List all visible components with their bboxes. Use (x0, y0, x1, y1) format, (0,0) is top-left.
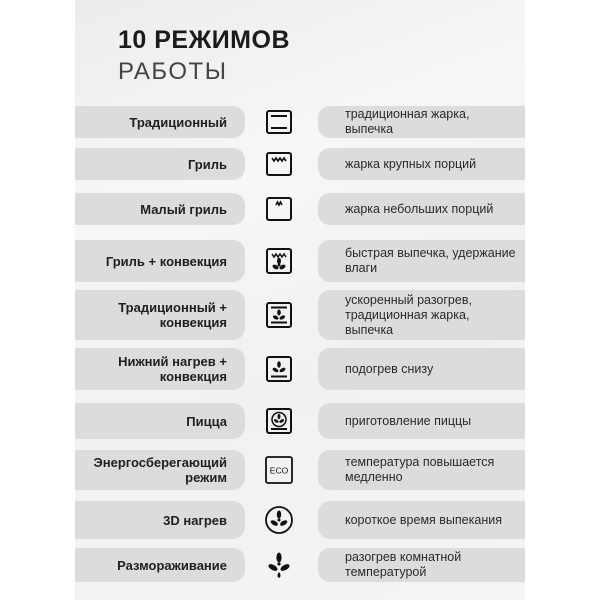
small-grill-icon (264, 194, 294, 224)
mode-row-grill (0, 148, 600, 180)
defrost-icon (264, 550, 294, 580)
mode-name: Традиционный (75, 106, 245, 138)
3d-heat-icon (264, 505, 294, 535)
eco-label: ECO (269, 465, 289, 476)
grill-icon (264, 149, 294, 179)
mode-description: ускоренный разогрев, традиционная жарка, выпечка (318, 290, 525, 340)
mode-name: Пицца (75, 403, 245, 439)
eco-icon (264, 455, 294, 485)
traditional-convection-icon (264, 300, 294, 330)
page-title: 10 РЕЖИМОВ (118, 26, 290, 54)
traditional-heat-icon (264, 107, 294, 137)
mode-description: короткое время выпекания (318, 501, 525, 539)
mode-description: традиционная жарка, выпечка (318, 106, 525, 138)
mode-description: жарка небольших порций (318, 193, 525, 225)
mode-name: Традиционный + конвекция (75, 290, 245, 340)
mode-name: Размораживание (75, 548, 245, 582)
bottom-heat-convection-icon (264, 354, 294, 384)
mode-row-defrost (0, 548, 600, 582)
mode-name: Гриль (75, 148, 245, 180)
mode-name: Малый гриль (75, 193, 245, 225)
mode-name: Гриль + конвекция (75, 240, 245, 282)
mode-row-small-grill (0, 193, 600, 225)
mode-name: 3D нагрев (75, 501, 245, 539)
mode-row-grill-convection (0, 240, 600, 282)
mode-row-eco (0, 450, 600, 490)
mode-description: жарка крупных порций (318, 148, 525, 180)
mode-description: приготовление пиццы (318, 403, 525, 439)
mode-name: Энергосберегающий режим (75, 450, 245, 490)
mode-row-pizza (0, 403, 600, 439)
mode-row-traditional (0, 106, 600, 138)
mode-description: температура повышается медленно (318, 450, 525, 490)
mode-row-traditional-convection (0, 290, 600, 340)
mode-row-3d-heat (0, 501, 600, 539)
mode-name: Нижний нагрев + конвекция (75, 348, 245, 390)
mode-description: быстрая выпечка, удержание влаги (318, 240, 525, 282)
mode-description: подогрев снизу (318, 348, 525, 390)
grill-convection-icon (264, 246, 294, 276)
mode-description: разогрев комнатной температурой (318, 548, 525, 582)
mode-row-bottom-heat-convection (0, 348, 600, 390)
pizza-icon (264, 406, 294, 436)
page-subtitle: РАБОТЫ (118, 58, 228, 85)
